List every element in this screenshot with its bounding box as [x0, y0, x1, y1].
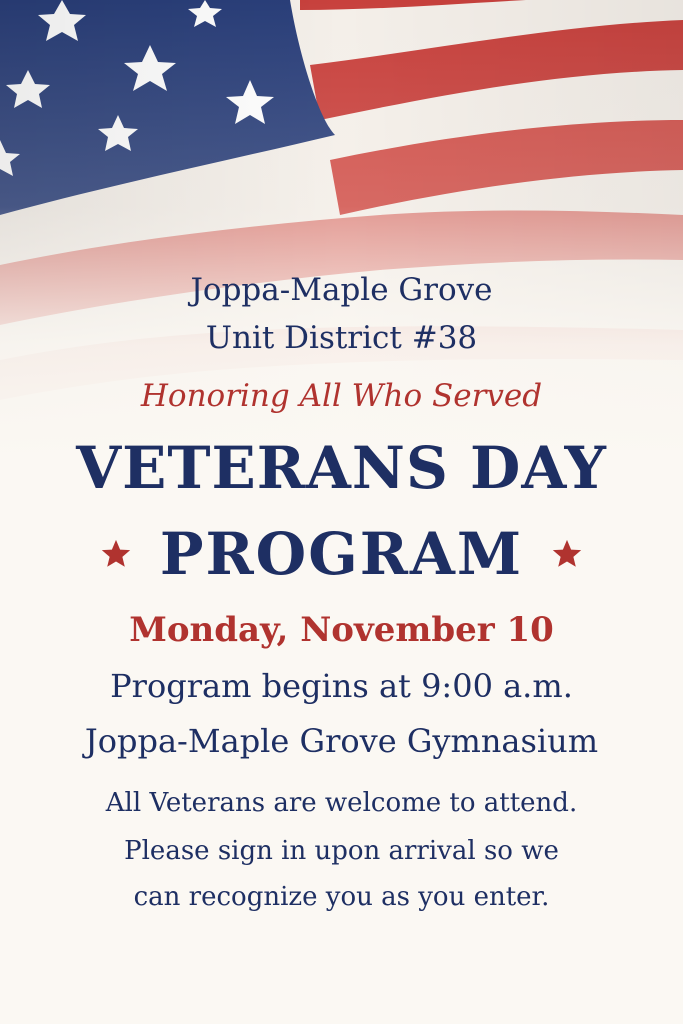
message-line1: All Veterans are welcome to attend. — [105, 788, 578, 818]
district-name-line2: Unit District #38 — [205, 320, 478, 356]
title-line1: VETERANS DAY — [76, 434, 607, 502]
tagline: Honoring All Who Served — [140, 378, 543, 414]
event-date: Monday, November 10 — [129, 610, 554, 650]
left-star-icon — [99, 537, 133, 571]
message-line3: can recognize you as you enter. — [133, 882, 550, 912]
event-location: Joppa-Maple Grove Gymnasium — [84, 722, 599, 760]
title-line2-row — [0, 520, 683, 588]
message-line2: Please sign in upon arrival so we — [124, 836, 559, 866]
event-time: Program begins at 9:00 a.m. — [110, 667, 573, 705]
district-name-line1: Joppa-Maple Grove — [190, 272, 493, 308]
title-line2: PROGRAM — [159, 520, 524, 588]
right-star-icon — [550, 537, 584, 571]
